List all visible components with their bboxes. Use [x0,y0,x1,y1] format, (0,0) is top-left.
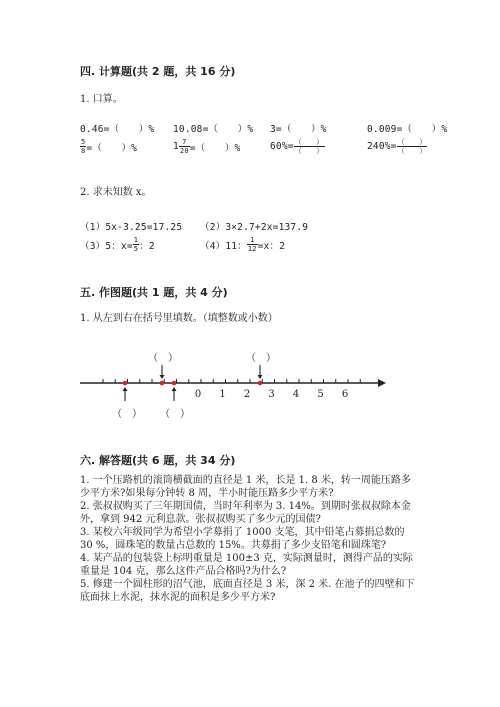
equation-1: （1）5x-3.25=17.25 [80,222,183,233]
tick-label: 6 [341,389,349,400]
question-2-prompt: 2. 求未知数 x。 [80,187,152,198]
drawing-question-prompt: 1. 从左到右在括号里填数。（填整数或小数） [80,313,278,324]
oral-item-6: 1 $\frac{7}{20}$ =（ ）% [173,138,241,155]
problem-3: 3. 某校六年级同学为希望小学募捐了 1000 支笔，其中铅笔占募捐总数的 30 %，圆珠笔的数量占总数的 15%。共募捐了多少支铅笔和圆珠笔? [80,527,405,551]
arrow-head [378,379,386,387]
problem-5: 5. 修建一个圆柱形的沼气池，底面直径是 3 米，深 2 米. 在池子的四壁和下底面抹上水泥，抹水泥的面积是多少平方米? [80,579,415,603]
fraction: $\frac{1}{12}$ [247,236,257,253]
section-5-title: 五. 作图题(共 1 题，共 4 分) [80,286,228,299]
fraction: $\frac{( )}{( )}$ [294,138,324,155]
marked-point [172,381,177,386]
question-1-prompt: 1. 口算。 [80,94,123,105]
tick-label: 3 [268,389,275,400]
pointer-arrow-head [160,375,165,379]
oral-item-8: 240%= $\frac{( )}{( )}$ [367,138,427,155]
problem-4: 4. 某产品的包装袋上标明重量是 100±3 克，实际测量时，测得产品的实际重量是 104 克，那么这件产品合格吗?为什么? [80,553,413,577]
pointer-arrow-head [258,375,263,379]
equation-2: （2）3×2.7+2x=137.9 [200,222,309,233]
equation-4: （4）11： $\frac{1}{12}$ =x：2 [200,236,286,253]
blank-above-1[interactable]: （ ） [148,353,178,364]
fraction: $\frac{1}{5}$ [133,236,139,253]
tick-label: 4 [292,389,300,400]
marked-point [123,381,128,386]
number-line-axis [80,365,386,401]
marked-point [160,381,165,386]
oral-item-5: $\frac{5}{8}$ =（ ）% [81,138,138,155]
oral-item-3: 3=（ ）% [270,124,327,135]
fraction: $\frac{( )}{( )}$ [397,138,427,155]
problem-1: 1. 一个压路机的滚筒横截面的直径是 1 米，长是 1. 8 米，转一周能压路多少平方米?如果每分钟转 8 周，半小时能压路多少平方米? [80,475,411,499]
section-6-title: 六. 解答题(共 6 题，共 34 分) [80,454,236,467]
fraction: $\frac{5}{8}$ [81,138,86,155]
pointer-arrow-head [123,387,128,391]
tick-label: 5 [317,389,324,400]
section-4-title: 四. 计算题(共 2 题，共 16 分) [80,65,236,78]
pointer-arrow-head [172,387,177,391]
oral-item-4: 0.009=（ ）% [367,124,448,135]
problem-2: 2. 张叔叔购买了三年期国债，当时年利率为 3. 14%。到期时张叔叔除本金外，拿到 942 元利息款。张叔叔购买了多少元的国债? [80,501,411,525]
equation-3: （3）5：x= $\frac{1}{5}$ ：2 [80,236,155,253]
blank-above-2[interactable]: （ ） [246,353,276,364]
oral-item-2: 10.08=（ ）% [173,124,254,135]
marked-point [258,381,263,386]
tick-label: 0 [194,389,202,400]
tick-label: 1 [219,389,226,400]
tick-label: 2 [243,389,251,400]
oral-item-7: 60%= $\frac{( )}{( )}$ [270,138,324,155]
blank-below-1[interactable]: （ ） [112,409,142,420]
blank-below-2[interactable]: （ ） [160,409,190,420]
fraction: $\frac{7}{20}$ [179,138,189,155]
oral-item-1: 0.46=（ ）% [80,124,155,135]
